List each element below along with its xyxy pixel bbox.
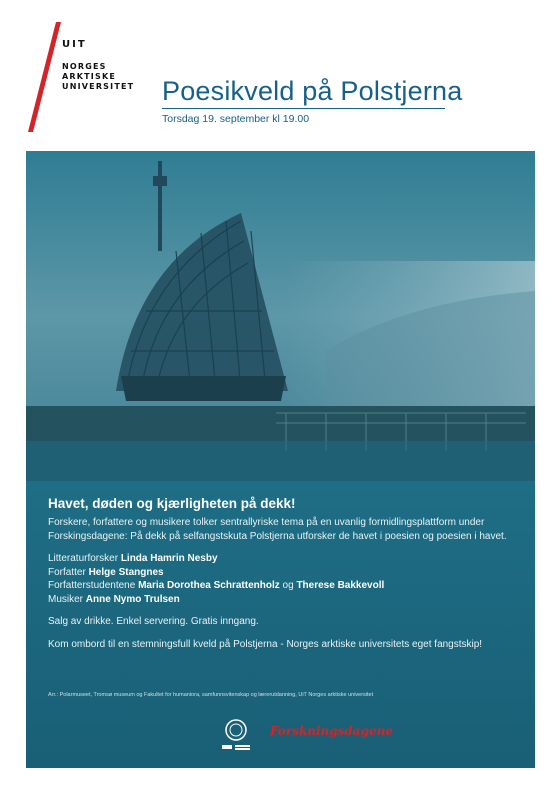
participant-name: Anne Nymo Trulsen xyxy=(85,593,180,605)
participant-name: Maria Dorothea Schrattenholz xyxy=(138,580,280,591)
page-title: Poesikveld på Polstjerna xyxy=(162,76,463,106)
uit-seal-icon xyxy=(216,716,256,756)
participant-name: Helge Stangnes xyxy=(88,566,164,578)
logo-line1: NORGES xyxy=(62,62,107,71)
participant-name: Therese Bakkevoll xyxy=(296,580,385,591)
practical-info: Salg av drikke. Enkel servering. Gratis inngang. xyxy=(48,616,259,627)
uit-logo-text xyxy=(62,40,134,92)
participant-row: Forfatterstudentene Maria Dorothea Schrattenholz og Therese Bakkevoll xyxy=(48,580,385,591)
poster-panel xyxy=(26,151,535,768)
title-divider xyxy=(162,108,445,109)
intro-paragraph: Forskere, forfattere og musikere tolker sentrallyriske tema på en uvanlig formidlingsplattform under Forskingsdagene: På dekk på selfangstskuta Polstjerna utforsker de havet i poesien og poesien i havet. xyxy=(48,517,507,542)
participants-list xyxy=(48,552,518,606)
body-text xyxy=(48,516,518,660)
headline: Havet, døden og kjærligheten på dekk! xyxy=(48,496,296,511)
polstjerna-photo xyxy=(26,151,535,481)
participant-row: Musiker Anne Nymo Trulsen xyxy=(48,593,180,605)
forskningsdagene-logo: Forskningsdagene xyxy=(270,724,393,738)
event-date: Torsdag 19. september kl 19.00 xyxy=(162,113,310,125)
logo-abbr: UIT xyxy=(62,39,87,50)
logo-line2: ARKTISKE xyxy=(62,72,117,81)
participant-name: Linda Hamrin Nesby xyxy=(120,553,218,564)
participant-row: Litteraturforsker Linda Hamrin Nesby xyxy=(48,553,218,564)
logo-line3: UNIVERSITET xyxy=(62,82,135,91)
invitation: Kom ombord til en stemningsfull kveld på Polstjerna - Norges arktiske universitets eget fangstskip! xyxy=(48,638,483,650)
participant-row: Forfatter Helge Stangnes xyxy=(48,566,164,578)
organizer-credit: Arr.: Polarmuseet, Tromsø museum og Fakultet for humaniora, samfunnsvitenskap og lærerutdanning, UiT Norges arktiske universitet xyxy=(48,692,374,698)
